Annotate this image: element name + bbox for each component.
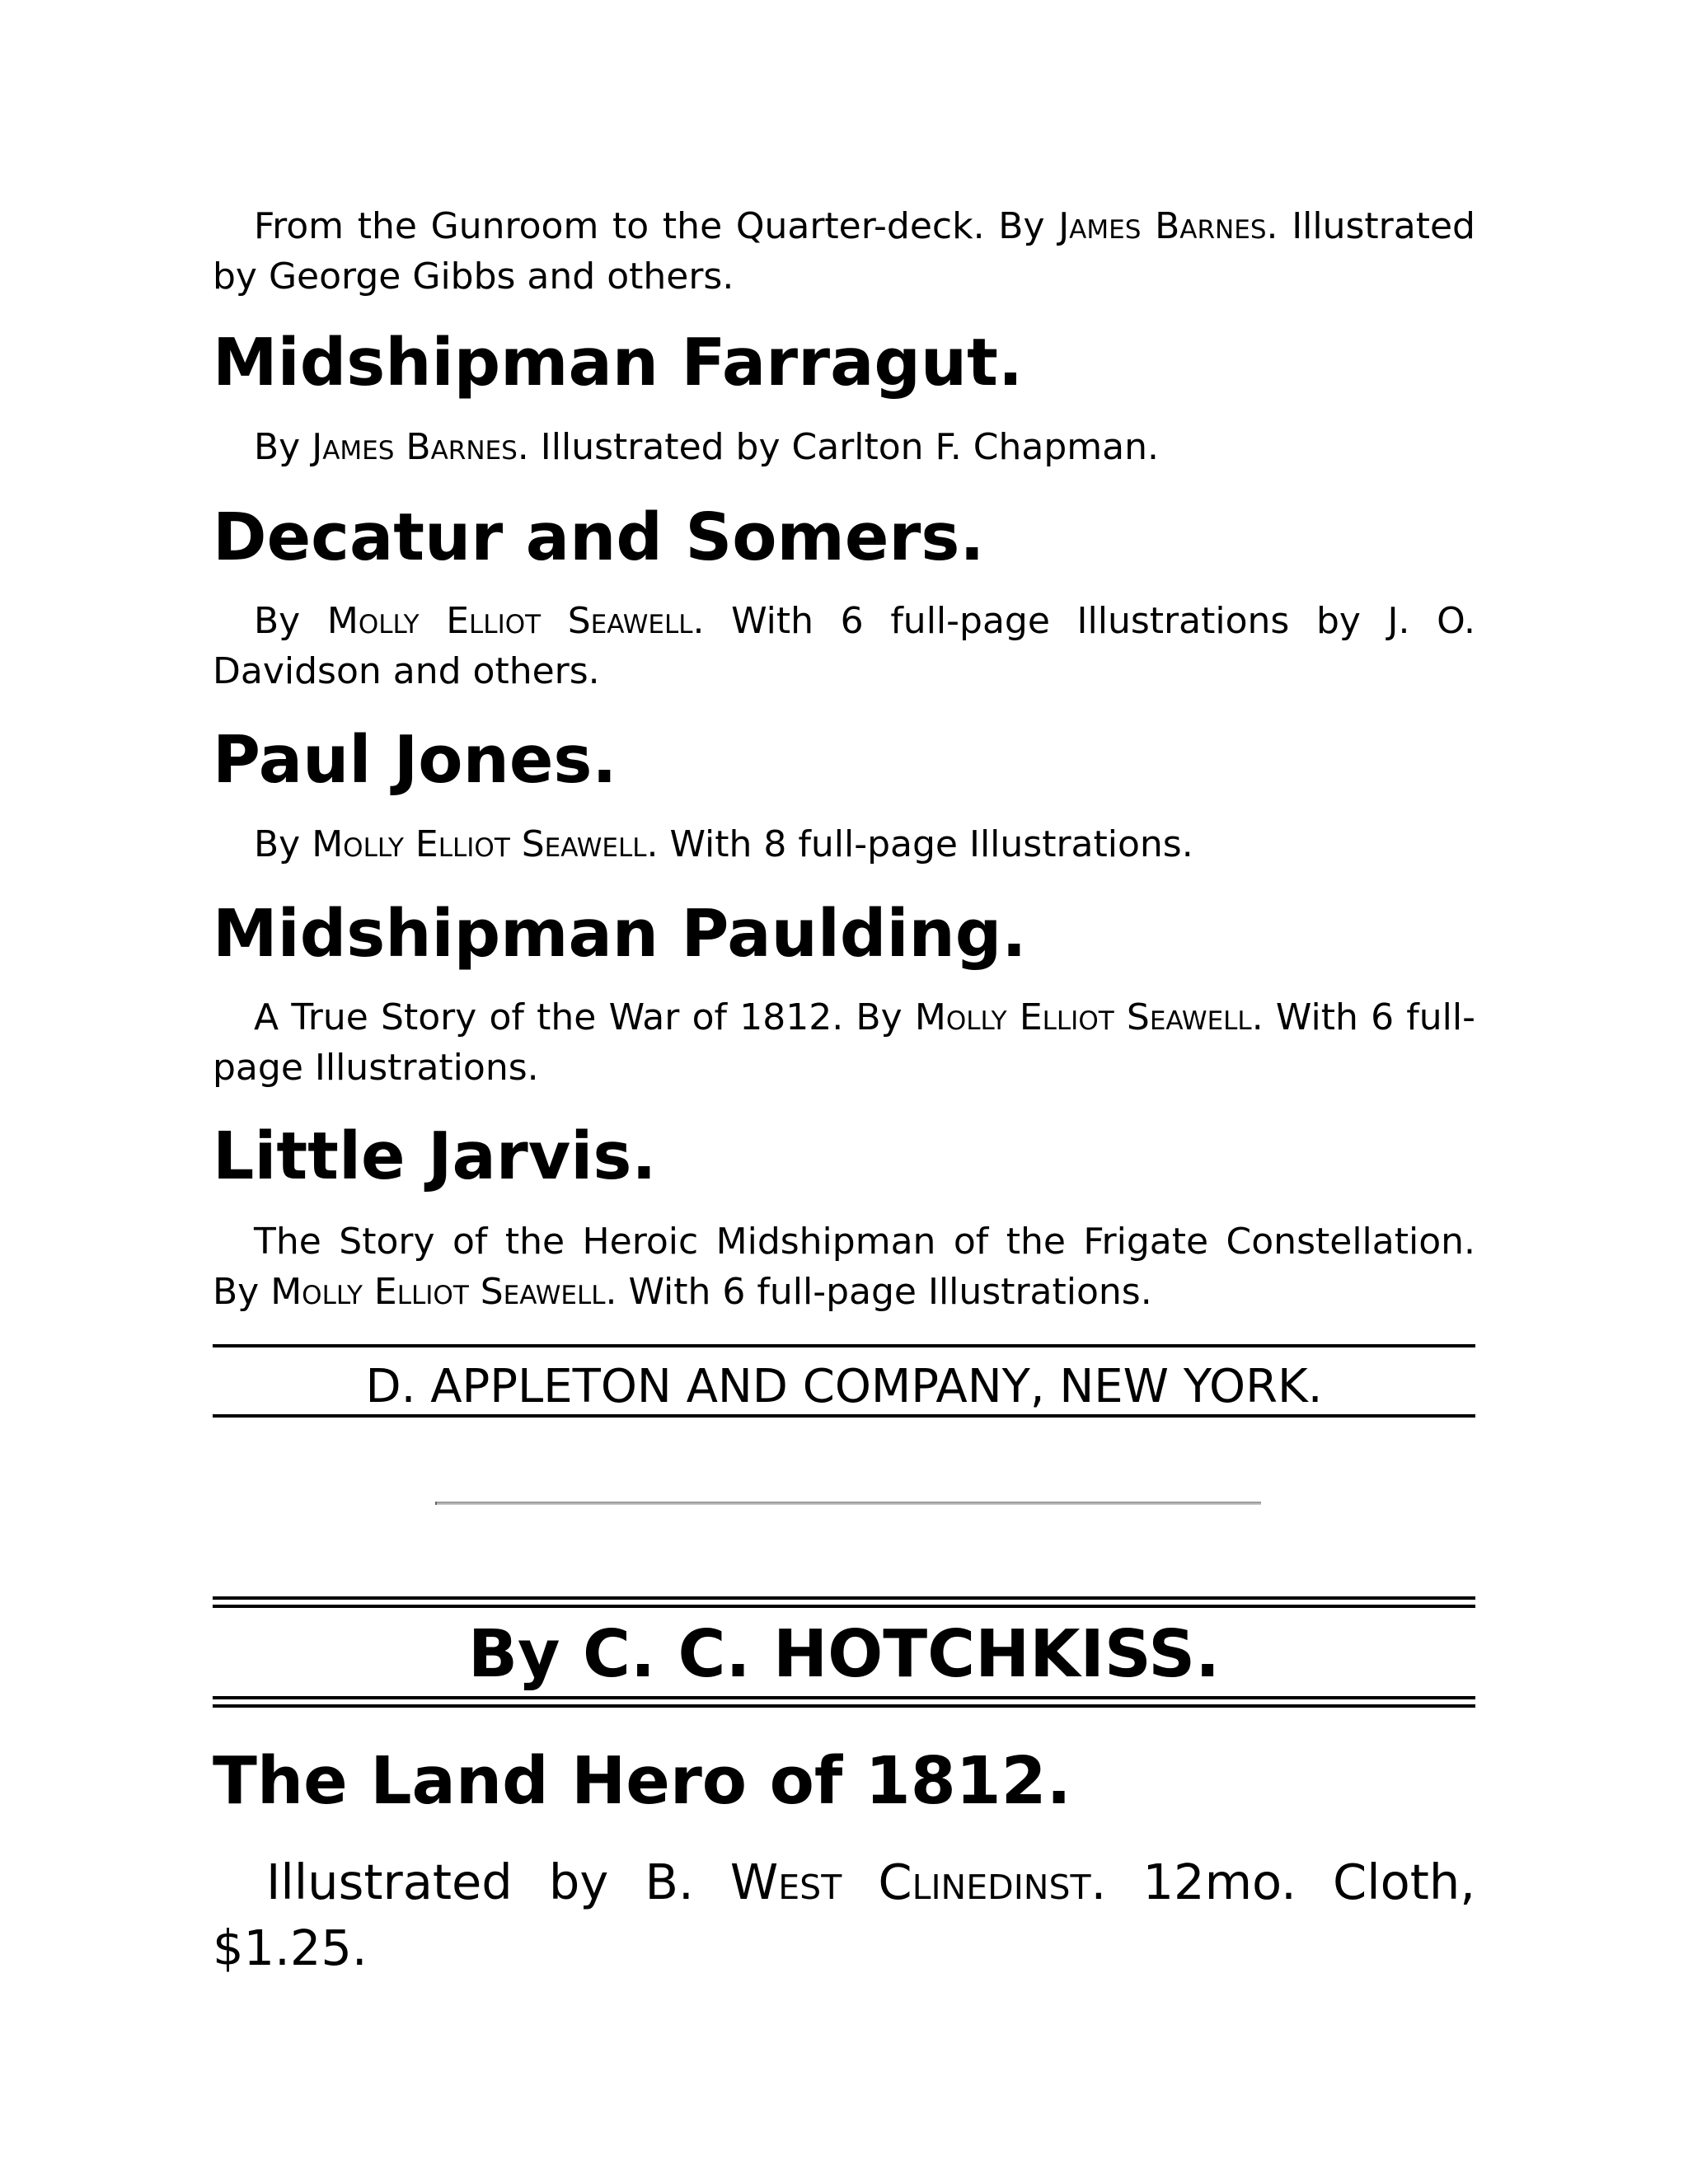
double-rule-top-a [213,1596,1475,1600]
description-text: From the Gunroom to the Quarter-deck. By [254,205,1059,247]
section-divider [435,1502,1261,1505]
description-text: By [254,823,312,865]
author-name: West Clinedinst [729,1854,1091,1910]
book-title: Paul Jones. [213,722,617,798]
author-name: Molly Elliot Seawell [914,996,1252,1038]
double-rule-bottom-a [213,1696,1475,1699]
description-text: Illustrated by B. [266,1854,730,1910]
rule-top [213,1344,1475,1347]
description-text: . Illustrated by Carlton F. Chapman. [517,426,1159,468]
author-name: Molly Elliot Seawell [312,823,647,865]
entry-description [213,201,1475,302]
author-name: Molly Elliot Seawell [270,1271,606,1313]
book-title: Midshipman Paulding. [213,896,1027,972]
publisher-imprint: D. APPLETON AND COMPANY, NEW YORK. [365,1360,1323,1413]
book-title: Decatur and Somers. [213,499,985,575]
description-text: By [254,600,327,642]
book-title: Little Jarvis. [213,1118,657,1194]
entry-description [213,992,1475,1093]
description-text: . 12mo. Cloth, $1.25. [213,1854,1476,1976]
author-name: Molly Elliot Seawell [326,600,693,642]
description-text: By [254,426,312,468]
description-text: . With 8 full-page Illustrations. [646,823,1193,865]
document-page [213,0,1475,2184]
entry-description [213,596,1475,696]
description-text: . With 6 full-page Illustrations by J. O. Davidson and others. [213,600,1475,692]
double-rule-top-b [213,1605,1475,1608]
entry-description [213,422,1475,472]
author-name: James Barnes [1058,205,1267,247]
entry-description [213,1216,1475,1317]
book-title: Midshipman Farragut. [213,325,1023,401]
entry-description [213,1849,1475,1981]
description-text: A True Story of the War of 1812. By [254,996,915,1038]
rule-bottom [213,1414,1475,1418]
description-text: . Illustrated by George Gibbs and others. [213,205,1475,298]
author-name: James Barnes [312,426,518,468]
double-rule-bottom-b [213,1704,1475,1708]
book-title: The Land Hero of 1812. [213,1743,1071,1819]
author-heading: By C. C. HOTCHKISS. [467,1616,1221,1692]
description-text: . With 6 full-page Illustrations. [213,996,1475,1089]
entry-description [213,819,1475,869]
description-text: . With 6 full-page Illustrations. [605,1271,1152,1313]
description-text: The Story of the Heroic Midshipman of the Frigate Constellation. By [213,1221,1475,1313]
